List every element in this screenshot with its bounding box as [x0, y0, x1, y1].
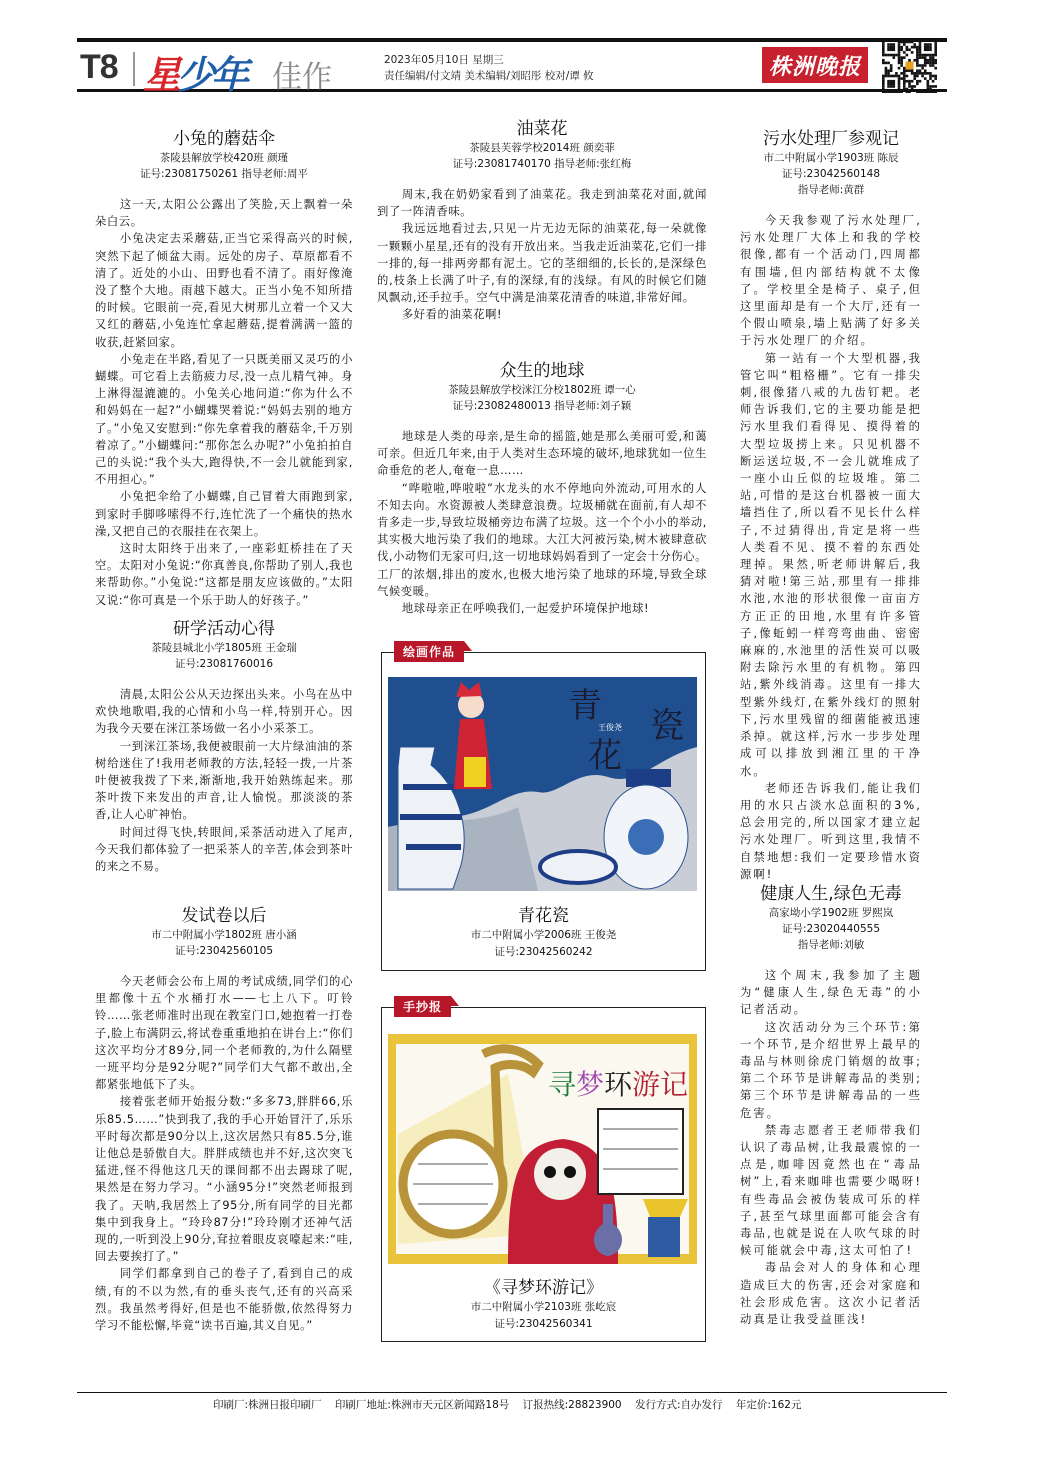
paragraph: 禁毒志愿者王老师带我们认识了毒品树,让我最震惊的一点是,咖啡因竟然也在“毒品树”上,看来咖啡也需要少喝呀!有些毒品会被伪装成可乐的样子,甚至气球里面都可能会含有毒品,也就是说在人吹气球的时候可能就会中毒,这太可怕了! — [740, 1123, 922, 1258]
footer-imprint: 印刷厂:株洲日报印刷厂 印刷厂地址:株洲市天元区新闻路18号 订报热线:28823900 发行方式:自办发行 年定价:162元 — [213, 1399, 802, 1411]
article-shijuan — [95, 905, 353, 1334]
handbill-author: 市二中附属小学2103班 张屹宸 — [470, 1301, 617, 1313]
paragraph: 小兔决定去采蘑菇,正当它采得高兴的时候,突然下起了倾盆大雨。远处的房子、草原都看不清了。近处的小山、田野也看不清了。雨好像淹没了整个大地。雨越下越大。正当小兔不知所措的时候。它眼前一亮,看见大树那儿立着一个又大又红的蘑菇,小兔连忙拿起蘑菇,提着满满一篮的收获,赶紧回家。 — [95, 232, 353, 349]
article-yanxue — [95, 618, 353, 875]
article-meta: 指导老师:黄群 — [797, 184, 865, 196]
blue-white-plate — [540, 851, 616, 883]
handbill-tag: 手抄报 — [394, 996, 451, 1017]
paragraph: 这次活动分为三个环节:第一个环节,是介绍世界上最早的毒品与林则徐虎门销烟的故事;第二个环节是讲解毒品的类别;第三个环节是讲解毒品的一些危害。 — [740, 1020, 922, 1120]
brand-youth: 少年 — [177, 53, 246, 97]
section-title: 佳作 — [272, 60, 332, 95]
paragraph: 小兔把伞给了小蝴蝶,自己冒着大雨跑到家,到家时手脚哆嗦得不行,连忙洗了一个痛快的热水澡,又把自己的衣服挂在衣架上。 — [95, 490, 353, 538]
article-byline: 市二中附属小学1802班 唐小涵 — [151, 929, 297, 941]
paragraph: 这时太阳终于出来了,一座彩虹桥挂在了天空。太阳对小兔说:“你真善良,你帮助了别人,我也来帮助你。”小兔说:“这都是朋友应该做的。”太阳又说:“你可真是一个乐于助人的好孩子。” — [95, 542, 353, 607]
issue-date: 2023年05月10日 星期三 — [384, 54, 504, 66]
header-top-rule — [77, 38, 947, 42]
article-byline: 茶陵县芙蓉学校2014班 颜奕菲 — [469, 142, 615, 154]
article-youcai — [377, 118, 707, 324]
painting-art-title-qing: 青 — [568, 686, 602, 726]
handbill-cert: 证号:23042560341 — [494, 1318, 593, 1330]
article-meta: 指导老师:刘敏 — [797, 939, 865, 951]
article-byline: 茶陵县城北小学1805班 王金瑞 — [151, 642, 297, 654]
article-byline: 市二中附属小学1903班 陈辰 — [763, 152, 899, 164]
article-body — [377, 186, 707, 324]
page-number: T8 — [80, 48, 118, 86]
painting-art-title-ci: 瓷 — [650, 706, 684, 746]
handbill-image[interactable] — [388, 1034, 697, 1264]
handbill-art-title: 寻梦环游记 — [548, 1068, 689, 1101]
article-meta: 证号:23042560148 — [781, 168, 881, 180]
paragraph: 时间过得飞快,转眼间,采茶活动进入了尾声,今天我们都体验了一把采茶人的辛苦,体会到茶叶的来之不易。 — [95, 825, 353, 874]
paragraph: 今天老师会公布上周的考试成绩,同学们的心里都像十五个水桶打水——七上八下。叮铃铃……张老师准时出现在教室门口,她抱着一打卷子,脸上布满阴云,将试卷重重地拍在讲台上:“你们这次平均分才89分,同一个老师教的,为什么隔壁一班平均分是92分呢?”同学们大气都不敢出,全都紧张地低下了头。 — [95, 975, 353, 1092]
painting-image[interactable] — [388, 677, 697, 891]
qr-code-icon[interactable] — [882, 38, 937, 93]
article-wushui — [740, 128, 922, 883]
article-title: 研学活动心得 — [173, 619, 275, 639]
painting-tag: 绘画作品 — [394, 641, 464, 662]
handbill-box — [381, 1000, 706, 1342]
paragraph: 这一天,太阳公公露出了笑脸,天上飘着一朵朵白云。 — [95, 198, 353, 229]
article-body — [95, 196, 353, 609]
article-meta: 证号:23082480013 指导老师:刘子颖 — [452, 400, 632, 412]
article-body — [740, 967, 922, 1328]
article-byline: 茶陵县解放学校420班 颜瑾 — [159, 152, 289, 164]
article-body — [740, 212, 922, 883]
article-diqiu — [377, 360, 707, 617]
paragraph: 同学们都拿到自己的卷子了,看到自己的成绩,有的不以为然,有的垂头丧气,还有的兴高采烈。我虽然考得好,但是也不能骄傲,依然得努力学习不能松懈,毕竟“读书百遍,其义自见。” — [95, 1267, 353, 1333]
paragraph: “哗啦啦,哗啦啦”水龙头的水不停地向外流动,可用水的人不知去向。水资源被人类肆意浪费。垃圾桶就在面前,有人却不肯多走一步,导致垃圾桶旁边布满了垃圾。这一个个小小的举动,其实极大地污染了我们的地球。大江大河被污染,树木被肆意砍伐,小动物们无家可归,这一切地球妈妈看到了一定会十分伤心。工厂的浓烟,排出的废水,也极大地污染了地球的环境,导致全球气候变暖。 — [377, 481, 707, 598]
paragraph: 周末,我在奶奶家看到了油菜花。我走到油菜花对面,就闻到了一阵清香味。 — [377, 188, 707, 219]
paragraph: 接着张老师开始报分数:“多多73,胖胖66,乐乐85.5……”快到我了,我的手心开始冒汗了,乐乐平时每次都是90分以上,这次居然只有85.5分,谁让他总是骄傲自大。胖胖成绩也并不好,这次突飞猛进,怪不得他这几天的课间都不出去踢球了呢,果然是在努力学习。“小涵95分!”突然老师报到我了。天呐,我居然上了95分,所有同学的目光都集中到我身上。“玲玲87分!”玲玲刚才还神气活现的,一听到没上90分,耷拉着眼皮哀嚎起来:“哇,回去要挨打了。” — [95, 1095, 353, 1264]
article-title: 众生的地球 — [499, 361, 585, 381]
article-xiaotu — [95, 128, 353, 609]
editors-line: 责任编辑/付文靖 美术编辑/刘昭彤 校对/谭 攸 — [384, 70, 594, 82]
footer-rule — [77, 1392, 947, 1393]
painting-signature: 王俊尧 — [598, 723, 622, 732]
article-byline: 高家坳小学1902班 罗熙岚 — [768, 907, 894, 919]
paragraph: 毒品会对人的身体和心理造成巨大的伤害,还会对家庭和社会形成危害。这次小记者活动真是让我受益匪浅! — [740, 1261, 922, 1327]
painting-title: 青花瓷 — [518, 906, 569, 926]
paragraph: 地球是人类的母亲,是生命的摇篮,她是那么美丽可爱,和蔼可亲。但近几年来,由于人类对生态环境的破坏,地球犹如一位生命垂危的老人,奄奄一息…… — [377, 430, 707, 478]
article-jiankang — [740, 883, 922, 1328]
paragraph: 清晨,太阳公公从天边探出头来。小鸟在丛中欢快地歌唱,我的心情和小鸟一样,特别开心。因为我今天要在洣江茶场做一名小小采茶工。 — [95, 688, 353, 736]
brand-star: 星 — [143, 53, 178, 97]
painting-box — [381, 645, 706, 971]
article-body — [95, 686, 353, 875]
article-body — [377, 428, 707, 617]
article-meta: 证号:23042560105 — [174, 945, 274, 957]
article-meta: 证号:23020440555 — [781, 923, 881, 935]
painting-art-title-hua: 花 — [588, 736, 622, 776]
paragraph: 第一站有一个大型机器,我管它叫“粗格栅”。它有一排尖刺,很像猪八戒的九齿钉耙。老师告诉我们,它的主要功能是把污水里我们看得见、摸得着的大型垃圾捞上来。只见机器不断运送垃圾,不一会儿就堆成了一座小山丘似的垃圾堆。第二站,可惜的是这台机器被一面大墙挡住了,所以看不见长什么样子,不过猜得出,肯定是将一些人类看不见、摸不着的东西处理掉。果然,听老师讲解后,我猜对啦!第三站,那里有一排排水池,水池的形状很像一亩亩方方正正的田地,水里有许多管子,像蚯蚓一样弯弯曲曲、密密麻麻的,水池里的活性炭可以吸附去除污水里的有机物。第四站,紫外线消毒。这里有一排大型紫外线灯,在紫外线灯的照射下,污水里残留的细菌能被迅速杀掉。就这样,污水一步步处理成可以排放到湘江里的干净水。 — [740, 351, 922, 778]
paragraph: 这个周末,我参加了主题为“健康人生,绿色无毒”的小记者活动。 — [740, 969, 922, 1017]
paragraph: 地球母亲正在呼唤我们,一起爱护环境保护地球! — [401, 602, 650, 616]
article-title: 发试卷以后 — [181, 906, 267, 926]
newspaper-logo: 株洲晚报 — [762, 47, 868, 83]
article-meta: 证号:23081760016 — [174, 658, 274, 670]
article-meta: 证号:23081740170 指导老师:张红梅 — [452, 158, 632, 170]
paragraph: 我远远地看过去,只见一片无边无际的油菜花,每一朵就像一颗颗小星星,还有的没有开放出来。当我走近油菜花,它们一排一排的,每一排两旁都有泥土。它的茎细细的,长长的,是深绿色的,枝条上长满了叶子,有的深绿,有的浅绿。有风的时候它们随风飘动,还手拉手。空气中满是油菜花清香的味道,非常好闻。 — [377, 222, 707, 305]
article-body — [95, 973, 353, 1334]
paragraph: 多好看的油菜花啊! — [401, 308, 503, 322]
paragraph: 一到洣江茶场,我便被眼前一大片绿油油的茶树给迷住了!我用老师教的方法,轻轻一拨,一片茶叶便被我拨了下来,渐渐地,我开始熟练起来。那茶叶拨下来发出的声音,让人愉悦。那淡淡的茶香,让人心旷神怡。 — [95, 739, 353, 822]
header-divider — [133, 52, 135, 86]
text-panel — [598, 1109, 683, 1194]
painting-author: 市二中附属小学2006班 王俊尧 — [470, 929, 617, 941]
paragraph: 小兔走在半路,看见了一只既美丽又灵巧的小蝴蝶。可它看上去筋疲力尽,没一点儿精气神。身上淋得湿漉漉的。小兔关心地问道:“你为什么不和妈妈在一起?”小蝴蝶哭着说:“妈妈去别的地方了。”小兔又安慰到:“你先拿着我的蘑菇伞,千万别着凉了。”小蝴蝶问:“那你怎么办呢?”小兔拍拍自己的头说:“我个头大,跑得快,不一会儿就能到家,不用担心。” — [95, 352, 353, 487]
painting-cert: 证号:23042560242 — [494, 946, 593, 958]
article-title: 污水处理厂参观记 — [763, 129, 899, 149]
paragraph: 老师还告诉我们,能让我们用的水只占淡水总面积的3%,总会用完的,所以国家才建立起污水处理厂。听到这里,我情不自禁地想:我们一定要珍惜水资源啊! — [740, 781, 922, 881]
section-brand — [143, 44, 245, 99]
handbill-title: 《寻梦环游记》 — [484, 1278, 603, 1298]
article-title: 小兔的蘑菇伞 — [173, 129, 275, 149]
article-title: 健康人生,绿色无毒 — [760, 884, 902, 904]
article-byline: 茶陵县解放学校洣江分校1802班 谭一心 — [448, 384, 636, 396]
article-title: 油菜花 — [516, 119, 568, 139]
paragraph: 今天我参观了污水处理厂,污水处理厂大体上和我的学校很像,都有一个活动门,四周都有围墙,但内部结构就不太像了。学校里全是椅子、桌子,但这里面却是有一个大厅,还有一个假山喷泉,墙上贴满了好多关于污水处理厂的介绍。 — [740, 214, 922, 348]
article-meta: 证号:23081750261 指导老师:周平 — [140, 168, 308, 180]
